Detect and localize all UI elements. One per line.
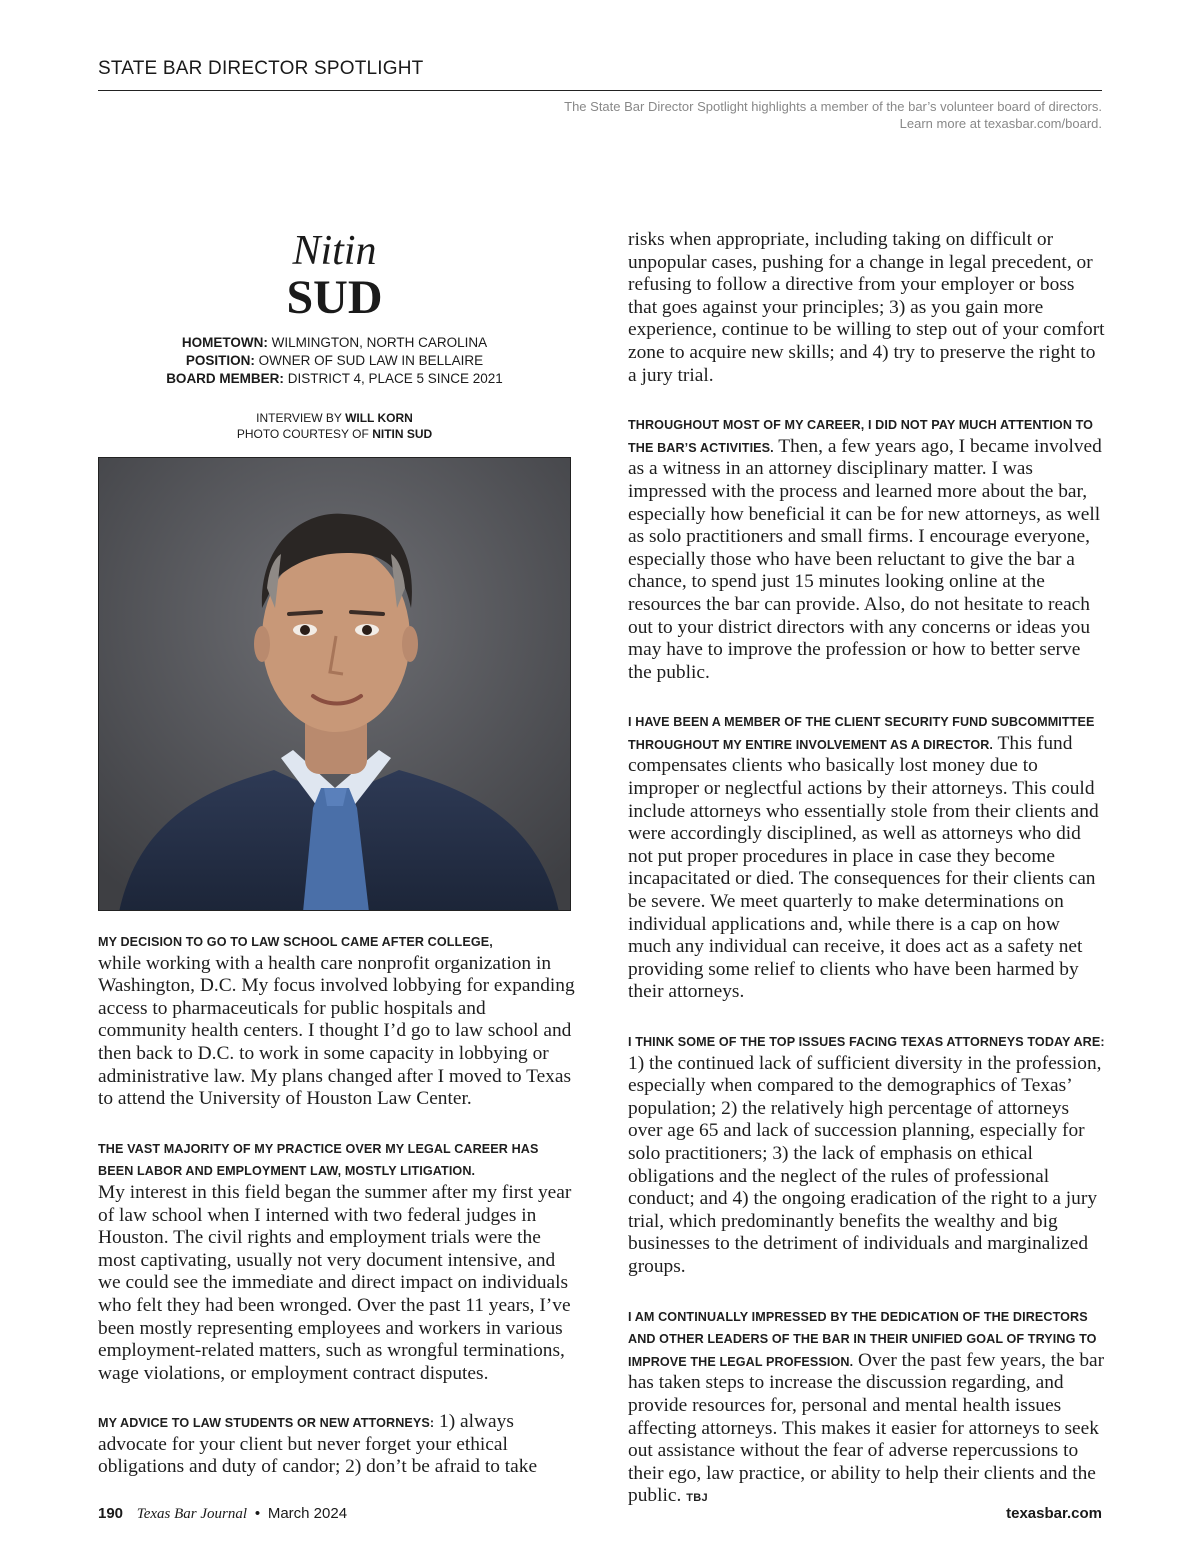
paragraph-lead: MY DECISION TO GO TO LAW SCHOOL CAME AFTER COLLEGE, xyxy=(98,935,493,949)
portrait-illustration xyxy=(99,458,571,911)
header-note-line-2: Learn more at texasbar.com/board. xyxy=(899,116,1102,131)
paragraph-practice xyxy=(98,1137,576,1386)
paragraph-body: Over the past few years, the bar has taken steps to increase the discussion regarding, and provide resources for, personal and mental health issues affecting attorneys. This makes it easier for attorneys to seek out assistance without the fear of adverse repercussions to their ego, law practice, or ability to help their clients and the public. xyxy=(628,1349,1105,1507)
site-link[interactable]: texasbar.com xyxy=(1006,1505,1102,1522)
section-title: STATE BAR DIRECTOR SPOTLIGHT xyxy=(98,58,424,79)
page-footer xyxy=(98,1505,1102,1529)
article-column-left xyxy=(98,930,576,1505)
paragraph-client-security-fund xyxy=(628,710,1106,1004)
hometown-line xyxy=(98,334,571,352)
board-line xyxy=(98,370,571,388)
profile-last-name: SUD xyxy=(286,271,383,324)
portrait-photo xyxy=(98,457,571,911)
paragraph-body: risks when appropriate, including taking on difficult or unpopular cases, pushing for a change in legal precedent, or refusing to follow a directive from your employer or boss that goes against your principles; 3) as you gain more experience, continue to be willing to step out of your comfort zone to acquire new skills; and 4) try to preserve the right to a jury trial. xyxy=(628,229,1105,386)
interviewer-name: WILL KORN xyxy=(345,411,413,425)
paragraph-dedication xyxy=(628,1305,1106,1510)
photo-credit xyxy=(98,426,571,442)
paragraph-body: 1) the continued lack of sufficient diversity in the profession, especially when compared to the demographics of Texas’ population; 2) the relatively high percentage of attorneys over age 65 and lack of succession planning, especially for solo practitioners; 3) the lack of emphasis on ethical obligations and the neglect of the rules of professional conduct; and 4) the ongoing eradication of the right to a jury trial, which predominantly benefits the wealthy and big businesses to the detriment of individuals and marginalized groups. xyxy=(628,1052,1102,1277)
hometown-label: HOMETOWN: xyxy=(181,335,268,350)
paragraph-lead: I THINK SOME OF THE TOP ISSUES FACING TEXAS ATTORNEYS TODAY ARE: xyxy=(628,1035,1105,1049)
page-number: 190 xyxy=(98,1505,124,1522)
position-label: POSITION: xyxy=(185,353,255,368)
board-value: DISTRICT 4, PLACE 5 SINCE 2021 xyxy=(287,371,503,386)
paragraph-top-issues xyxy=(628,1030,1106,1279)
header-note xyxy=(462,98,1102,132)
paragraph-body: This fund compensates clients who basically lost money due to improper or neglectful actions by their attorneys. This could include attorneys who essentially stole from their clients and were accordingly disciplined, as well as attorneys who did not put proper procedures in place in case they become incapacitated or died. The consequences for their clients can be severe. We meet quarterly to make determinations on individual applications and, while there is a cap on how much any individual can receive, it does act as a safety net providing some relief to clients who have been harmed by their attorneys. xyxy=(628,732,1099,1003)
profile-bio xyxy=(98,334,571,388)
paragraph-lead: I AM CONTINUALLY IMPRESSED BY THE DEDICATION OF THE DIRECTORS AND OTHER LEADERS OF THE BAR IN THEIR UNIFIED GOAL OF TRYING TO IMPROVE THE LEGAL PROFESSION. xyxy=(628,1309,1097,1369)
paragraph-body: My interest in this field began the summer after my first year of law school when I interned with two federal judges in Houston. The civil rights and employment trials were the most captivating, usually not very document intensive, and we could see the immediate and direct impact on individuals who felt they had been wronged. Over the past 11 years, I’ve been mostly representing employees and workers in various employment-related matters, such as wrongful terminations, wage violations, or employment contract disputes. xyxy=(98,1181,572,1384)
journal-title: Texas Bar Journal xyxy=(136,1506,248,1522)
header-note-line-1: The State Bar Director Spotlight highlights a member of the bar’s volunteer board of directors. xyxy=(564,99,1102,114)
article-column-right xyxy=(628,229,1106,1536)
photographer-name: NITIN SUD xyxy=(372,427,433,441)
paragraph-law-school xyxy=(98,930,576,1111)
paragraph-lead: I HAVE BEEN A MEMBER OF THE CLIENT SECURITY FUND SUBCOMMITTEE THROUGHOUT MY ENTIRE INVOLVEMENT AS A DIRECTOR. xyxy=(628,715,1095,752)
position-line xyxy=(98,352,571,370)
paragraph-lead: THE VAST MAJORITY OF MY PRACTICE OVER MY LEGAL CAREER HAS BEEN LABOR AND EMPLOYMENT LAW, MOSTLY LITIGATION. xyxy=(98,1141,539,1179)
hometown-value: WILMINGTON, NORTH CAROLINA xyxy=(271,335,488,350)
header-divider xyxy=(98,90,1102,91)
photo-label: PHOTO COURTESY OF xyxy=(236,427,369,441)
board-label: BOARD MEMBER: xyxy=(166,371,284,386)
paragraph-advice xyxy=(98,1411,576,1479)
end-mark: TBJ xyxy=(686,1492,708,1505)
profile-first-name: Nitin xyxy=(292,228,377,274)
interview-label: INTERVIEW BY xyxy=(256,411,342,425)
paragraph-body: Then, a few years ago, I became involved as a witness in an attorney disciplinary matter. I was impressed with the process and learned more about the bar, especially how beneficial it can be for new attorneys, as well as solo practitioners and small firms. I encourage everyone, especially those who have been reluctant to give the bar a chance, to spend just 15 minutes looking online at the resources the bar can provide. Also, do not hesitate to reach out to your district directors with any concerns or ideas you may have to improve the profession or how to better serve the public. xyxy=(628,435,1102,683)
paragraph-lead: THROUGHOUT MOST OF MY CAREER, I DID NOT PAY MUCH ATTENTION TO THE BAR’S ACTIVITIES. xyxy=(628,418,1094,455)
footer-bullet: • xyxy=(254,1505,261,1522)
position-value: OWNER OF SUD LAW IN BELLAIRE xyxy=(258,353,484,368)
credits xyxy=(98,410,571,442)
interview-credit xyxy=(98,410,571,426)
paragraph-lead: MY ADVICE TO LAW STUDENTS OR NEW ATTORNEYS: xyxy=(98,1416,435,1431)
paragraph-body: while working with a health care nonprofit organization in Washington, D.C. My focus involved lobbying for expanding access to pharmaceuticals for public hospitals and community health centers. I thought I’d go to law school and then back to D.C. to work in some capacity in lobbying or administrative law. My plans changed after I moved to Texas to attend the University of Houston Law Center. xyxy=(98,952,575,1110)
paragraph-advice-continued xyxy=(628,229,1106,387)
paragraph-bar-activities xyxy=(628,413,1106,684)
paragraph-body: 1) always advocate for your client but never forget your ethical obligations and duty of candor; 2) don’t be afraid to take xyxy=(98,1411,538,1478)
issue-date: March 2024 xyxy=(267,1505,348,1522)
